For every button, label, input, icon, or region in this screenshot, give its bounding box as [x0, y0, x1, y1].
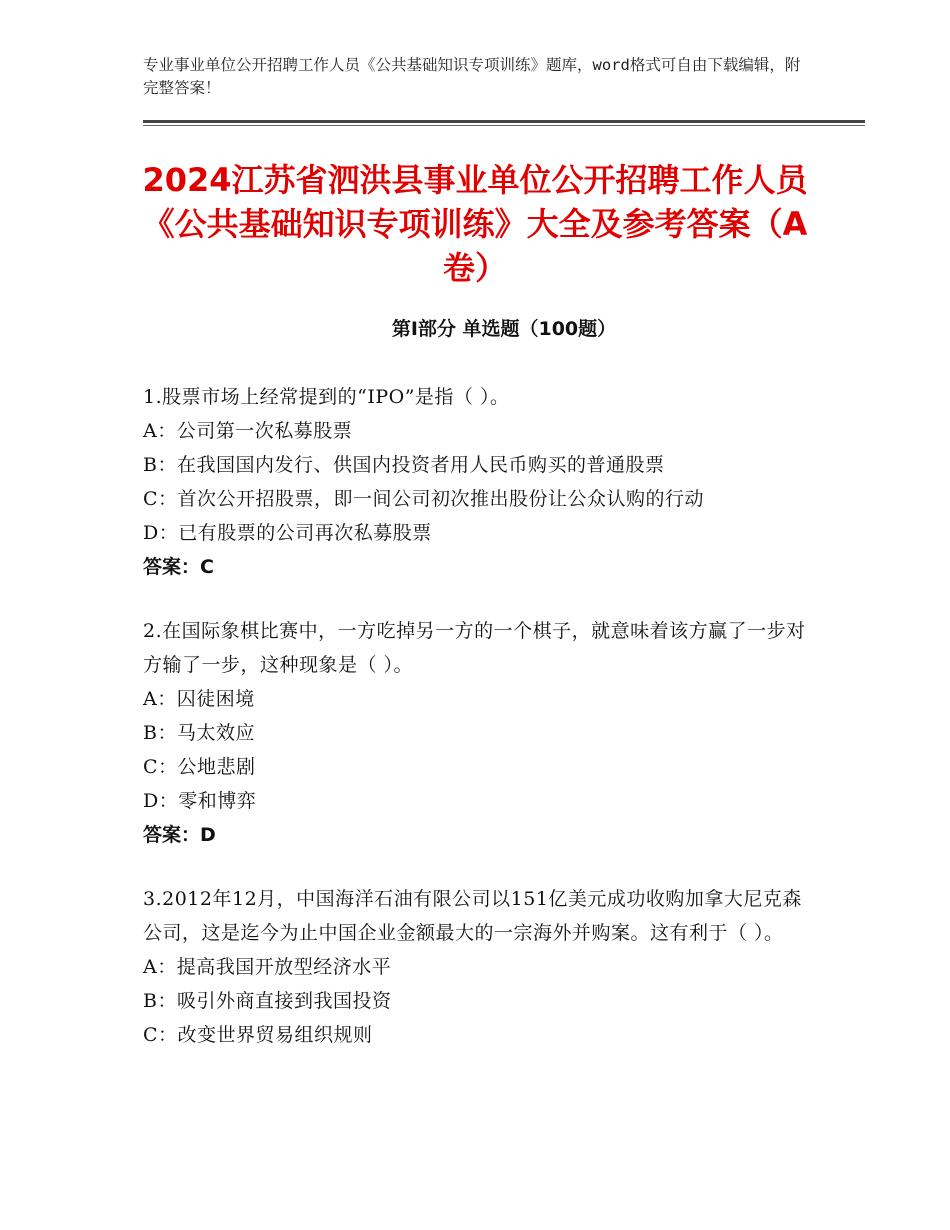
question-3 — [143, 882, 813, 1052]
option-c: C：首次公开招股票，即一间公司初次推出股份让公众认购的行动 — [143, 488, 705, 510]
answer: 答案：C — [143, 556, 214, 578]
option-c: C：改变世界贸易组织规则 — [143, 1024, 373, 1046]
question-2 — [143, 614, 813, 852]
option-a: A：公司第一次私募股票 — [143, 420, 353, 442]
option-d: D：零和博弈 — [143, 790, 257, 812]
option-b: B：吸引外商直接到我国投资 — [143, 990, 392, 1012]
document-title: 2024江苏省泗洪县事业单位公开招聘工作人员《公共基础知识专项训练》大全及参考答案（A卷） — [142, 161, 808, 287]
option-b: B：马太效应 — [143, 722, 255, 744]
answer: 答案：D — [143, 824, 216, 846]
option-d: D：已有股票的公司再次私募股票 — [143, 522, 432, 544]
header-note: 专业事业单位公开招聘工作人员《公共基础知识专项训练》题库，word格式可自由下载编辑，附完整答案！ — [143, 56, 801, 97]
question-list — [143, 380, 813, 1082]
option-c: C：公地悲剧 — [143, 756, 256, 778]
option-b: B：在我国国内发行、供国内投资者用人民币购买的普通股票 — [143, 454, 665, 476]
question-stem: 1.股票市场上经常提到的“IPO”是指（ ）。 — [143, 386, 510, 408]
header-rule-thin — [143, 125, 865, 126]
question-stem: 2.在国际象棋比赛中，一方吃掉另一方的一个棋子，就意味着该方赢了一步对方输了一步，这种现象是（ ）。 — [143, 620, 806, 676]
header-rule-thick — [143, 120, 865, 123]
question-stem: 3.2012年12月，中国海洋石油有限公司以151亿美元成功收购加拿大尼克森公司，这是迄今为止中国企业金额最大的一宗海外并购案。这有利于（ ）。 — [143, 888, 802, 944]
option-a: A：囚徒困境 — [143, 688, 255, 710]
option-a: A：提高我国开放型经济水平 — [143, 956, 392, 978]
question-1 — [143, 380, 813, 584]
section-title: 第I部分 单选题（100题） — [391, 318, 617, 340]
